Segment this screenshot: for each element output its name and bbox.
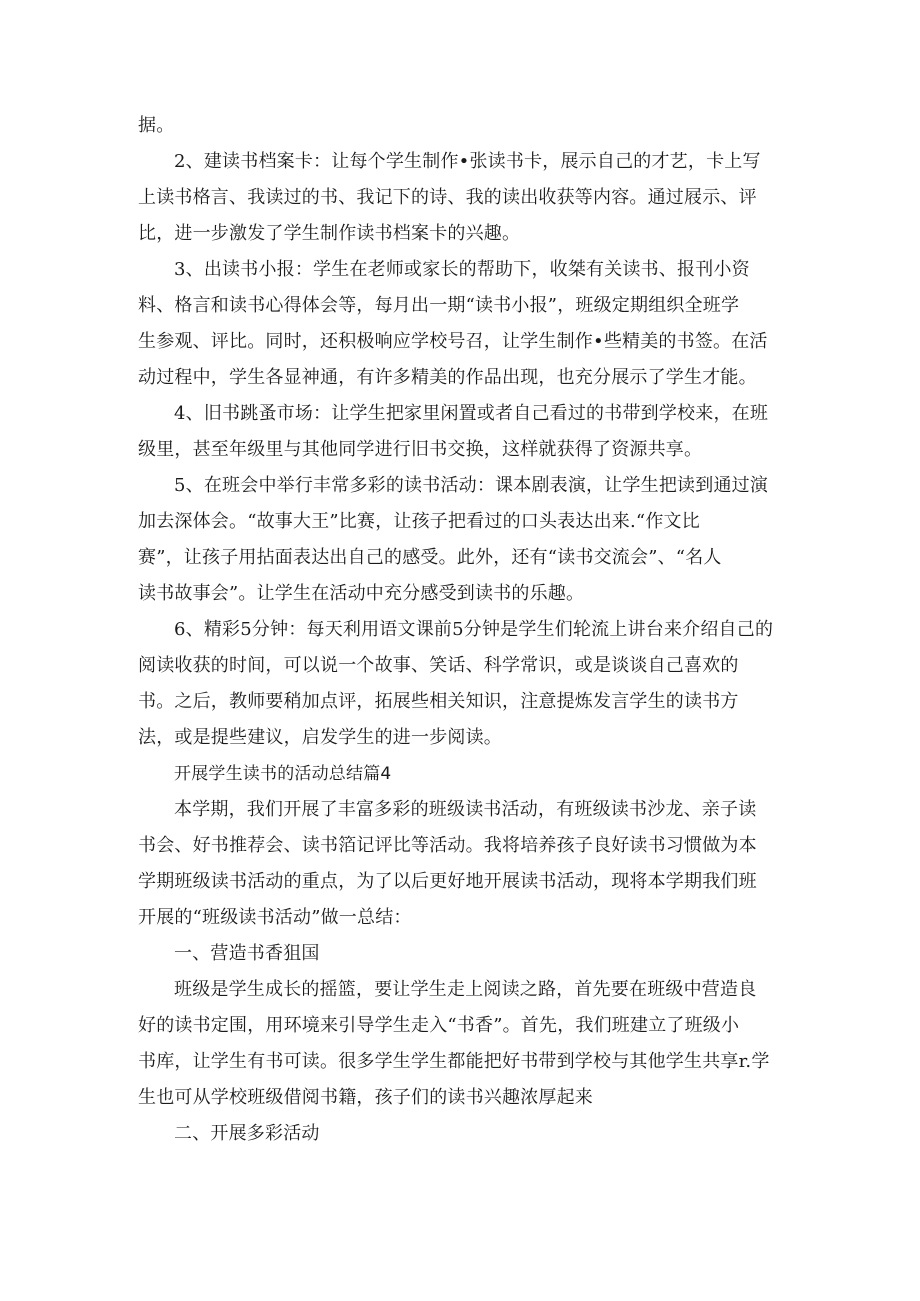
text-line: 3、出读书小报：学生在老师或家长的帮助下，收桀有关读书、报刊小资 [174,259,750,280]
text-line: 比，进一步激发了学生制作读书档案卡的兴趣。 [138,223,521,244]
text-line: 5、在班会中举行丰常多彩的读书活动：课本剧表演，让学生把读到通过演 [174,475,769,496]
text-line: 级里，甚至年级里与其他同学进行旧书交换，这样就获得了资源共享。 [138,439,703,460]
text-line: 读书故事会”。让学生在活动中充分感受到读书的乐趣。 [138,583,585,604]
text-line: 书。之后，教师要稍加点评，拓展些相关知识，注意提炼发言学生的读书方 [138,691,739,712]
text-line: 法，或是提些建议，启发学生的进一步阅读。 [138,727,502,748]
text-line: 本学期，我们开展了丰富多彩的班级读书活动，有班级读书沙龙、亲子读 [174,799,757,820]
text-line: 6、精彩5分钟：每天利用语文课前5分钟是学生们轮流上讲台来介绍自己的 [174,619,774,640]
section-title: 开展学生读书的活动总结篇4 [174,764,392,784]
text-line: 据。 [138,115,175,136]
text-line: 好的读书定围，用环境来引导学生走入“书香”。首先，我们班建立了班级小 [138,1015,740,1036]
text-line: 书库，让学生有书可读。很多学生学生都能把好书带到学校与其他学生共享r.学 [138,1051,770,1072]
text-line: 动过程中，学生各显神通，有许多精美的作品出现，也充分展示了学生才能。 [138,367,757,388]
text-line: 阅读收获的时间，可以说一个故事、笑话、科学常识，或是谈谈自己喜欢的 [138,655,739,676]
text-line: 料、格言和读书心得体会等，每月出一期“读书小报”，班级定期组织全班学 [138,295,740,316]
text-line: 书会、好书推荐会、读书箔记评比等活动。我将培养孩子良好读书习惯做为本 [138,835,757,856]
text-line: 开展的“班级读书活动”做一总结： [138,907,412,928]
text-line: 生也可从学校班级借阅书籍，孩子们的读书兴趣浓厚起来 [138,1087,593,1108]
text-line: 上读书格言、我读过的书、我记下的诗、我的读出收获等内容。通过屐示、评 [138,187,757,208]
text-line: 生参观、评比。同时，还积极响应学校号召，让学生制作•些精美的书签。在活 [138,331,768,352]
text-line: 2、建读书档案卡：让每个学生制作•张读书卡，展示自己的才艺，卡上写 [174,151,761,172]
text-line: 赛”，让孩子用拈面表达出自己的感受。此外，还有“读书交流会”、“名人 [138,547,722,568]
text-line: 班级是学生成长的摇篮，要让学生走上阅读之路，首先要在班级中营造良 [174,979,757,1000]
text-line: 学期班级读书活动的重点，为了以后更好地开展读书活动，现将本学期我们班 [138,871,757,892]
text-line: 加去深体会。“故事大王”比赛，让孩子把看过的口头表达出来.“作文比 [138,511,700,532]
subheading: 二、开展多彩活动 [174,1123,320,1144]
text-line: 4、旧书跳蚤市场：让学生把家里闲置或者自己看过的书带到学校来，在班 [174,403,769,424]
subheading: 一、营造书香狙国 [174,943,320,964]
